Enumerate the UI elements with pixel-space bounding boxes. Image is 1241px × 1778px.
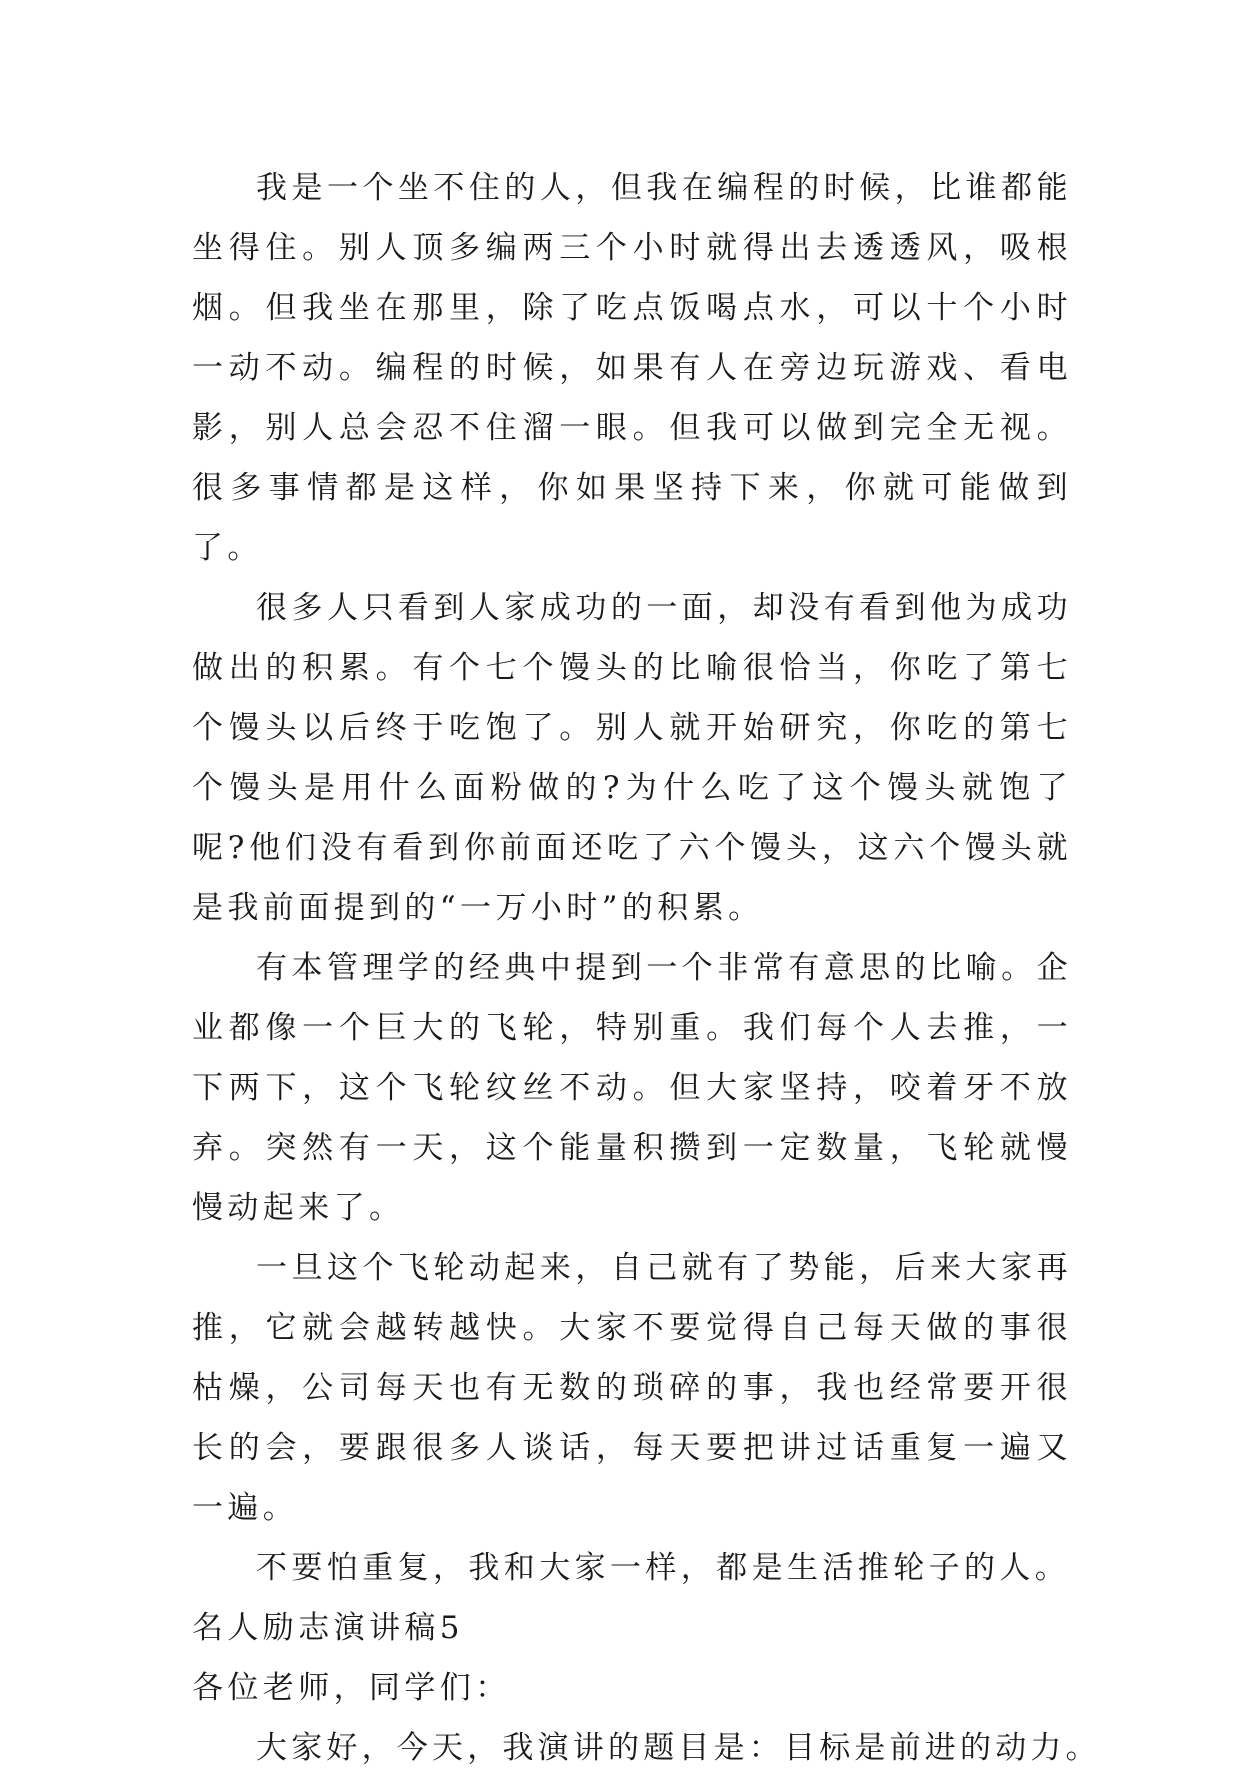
paragraph-flywheel: 有本管理学的经典中提到一个非常有意思的比喻。企业都像一个巨大的飞轮，特别重。我们每个人去推，一下两下，这个飞轮纹丝不动。但大家坚持，咬着牙不放弃。突然有一天，这个能量积攒到一定数量，飞轮就慢慢动起来了。: [192, 950, 1072, 1226]
section-title: 名人励志演讲稿5: [192, 1610, 464, 1646]
paragraph-seven-buns: 很多人只看到人家成功的一面，却没有看到他为成功做出的积累。有个七个馒头的比喻很恰当，你吃了第七个馒头以后终于吃饱了。别人就开始研究，你吃的第七个馒头是用什么面粉做的?为什么吃了这个馒头就饱了呢?他们没有看到你前面还吃了六个馒头，这六个馒头就是我前面提到的“一万小时”的积累。: [192, 590, 1072, 926]
paragraph-repetition: 不要怕重复，我和大家一样，都是生活推轮子的人。: [256, 1550, 1071, 1586]
paragraph-momentum: 一旦这个飞轮动起来，自己就有了势能，后来大家再推，它就会越转越快。大家不要觉得自己每天做的事很枯燥，公司每天也有无数的琐碎的事，我也经常要开很长的会，要跟很多人谈话，每天要把讲过话重复一遍又一遍。: [192, 1250, 1072, 1526]
document-body: [192, 158, 1101, 1778]
speech-opening: 大家好，今天，我演讲的题目是：目标是前进的动力。: [256, 1730, 1101, 1766]
salutation: 各位老师，同学们：: [192, 1670, 511, 1706]
paragraph-persistence: 我是一个坐不住的人，但我在编程的时候，比谁都能坐得住。别人顶多编两三个小时就得出去透透风，吸根烟。但我坐在那里，除了吃点饭喝点水，可以十个小时一动不动。编程的时候，如果有人在旁边玩游戏、看电影，别人总会忍不住溜一眼。但我可以做到完全无视。很多事情都是这样，你如果坚持下来，你就可能做到了。: [192, 170, 1072, 566]
